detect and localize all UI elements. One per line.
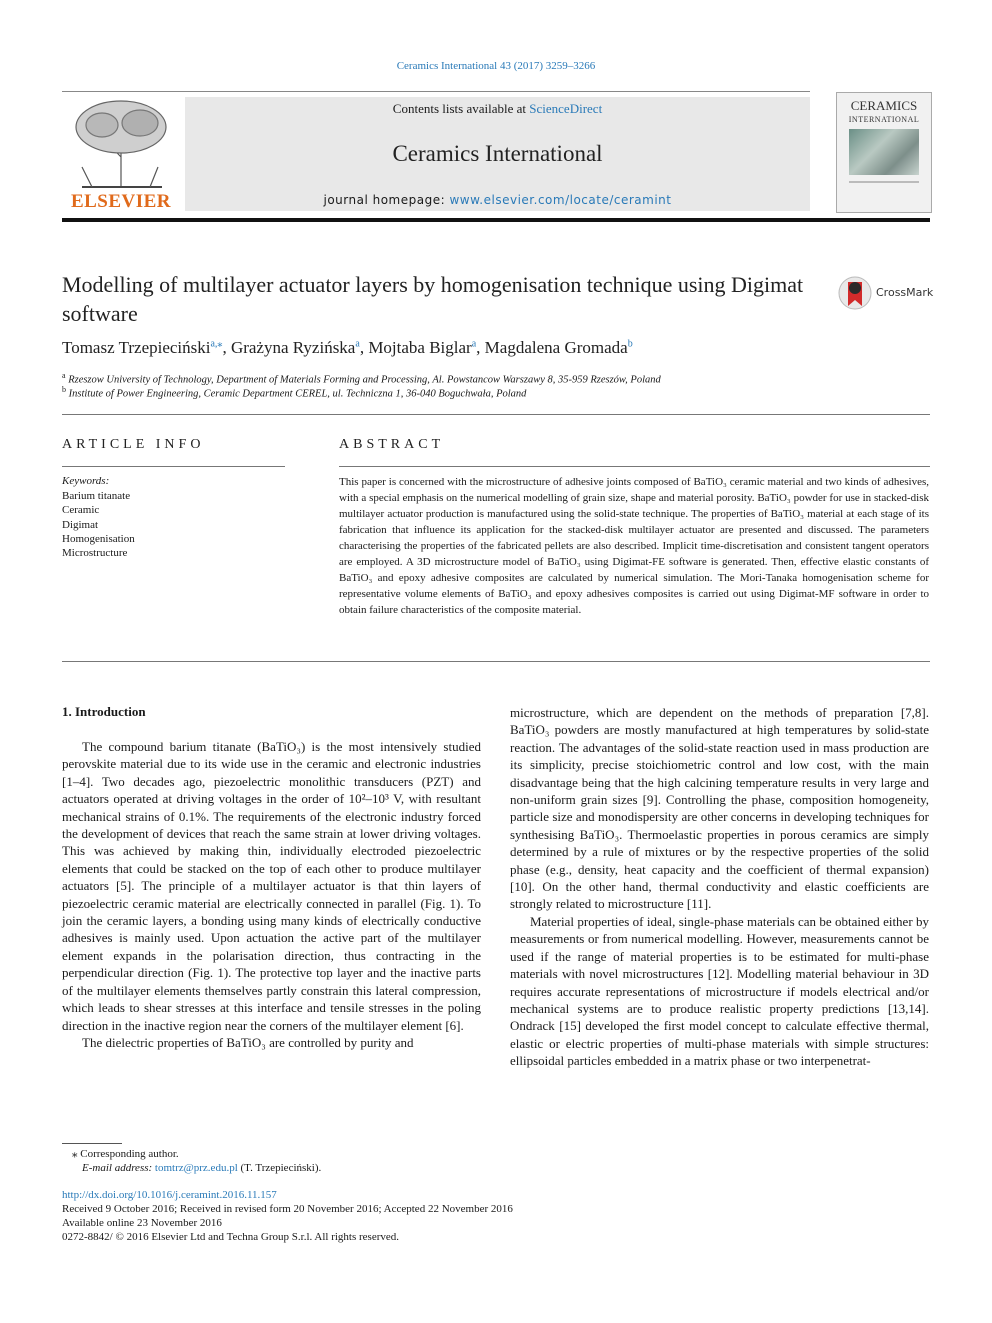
keyword: Ceramic [62, 504, 100, 517]
author-separator: , [359, 338, 369, 357]
online-date: Available online 23 November 2016 [62, 1217, 222, 1229]
header-thick-rule [62, 218, 930, 222]
affiliation-b [62, 385, 526, 400]
affiliation-label: b [62, 385, 66, 394]
author-affil-mark[interactable]: a [471, 338, 477, 350]
affiliation-text: Institute of Power Engineering, Ceramic Department CEREL, ul. Techniczna 1, 36-040 Boguchwała, Poland [68, 388, 527, 400]
contents-availability [185, 101, 810, 117]
body-right-column [510, 704, 929, 1070]
affiliation-a [62, 371, 661, 386]
cover-title-1: CERAMICS [850, 98, 918, 113]
crossmark-badge[interactable] [838, 276, 932, 312]
section-heading: 1. Introduction [62, 704, 146, 719]
copyright-line: 0272-8842/ © 2016 Elsevier Ltd and Techna Group S.r.l. All rights reserved. [62, 1231, 400, 1243]
author-affil-mark[interactable]: a,⁎ [210, 338, 223, 350]
author-affil-mark[interactable]: a [355, 338, 360, 350]
keyword: Homogenisation [62, 532, 135, 545]
email-owner: (T. Trzepieciński). [237, 1162, 322, 1174]
corresponding-author-note: ⁎ Corresponding author. [72, 1148, 179, 1160]
article-info-rule [62, 466, 285, 467]
article-info-heading: ARTICLE INFO [62, 437, 205, 452]
keyword: Microstructure [62, 547, 128, 560]
homepage-link[interactable]: www.elsevier.com/locate/ceramint [449, 193, 672, 207]
sciencedirect-link[interactable]: ScienceDirect [529, 101, 603, 116]
email-label: E-mail address: [82, 1162, 155, 1174]
body-paragraph: The dielectric properties of BaTiO₃ are controlled by purity and [82, 1034, 414, 1050]
journal-title: Ceramics International [392, 141, 603, 166]
doi-link[interactable]: http://dx.doi.org/10.1016/j.ceramint.2016.11.157 [62, 1189, 277, 1201]
received-dates: Received 9 October 2016; Received in revised form 20 November 2016; Accepted 22 November 2016 [62, 1203, 513, 1215]
affiliation-label: a [62, 371, 66, 380]
elsevier-logo[interactable] [62, 97, 180, 211]
author[interactable]: Tomasz Trzepieciński [62, 338, 211, 357]
keyword: Digimat [62, 518, 99, 531]
homepage-prefix: journal homepage: [323, 193, 450, 207]
journal-cover[interactable] [836, 92, 932, 213]
keyword: Barium titanate [62, 490, 131, 502]
header-rule [62, 91, 810, 92]
body-paragraph: The compound barium titanate (BaTiO₃) is the most intensively studied perovskite material due to its wide use in the ceramic and electronic industries [1–4]. Two decades ago, piezoelectric monolithic transducers (PZT) and actuators operated at driving voltages in the order of 10²–10³ V, with resultant mechanical strains of 0.1%. The requirements of the electronic industry forced the development of devices that reach the same strain at lower driving voltages. This was achieved by making thin, individually electroded piezoelectric elements that could be stacked on the top of each other to produce multilayer actuators [5]. The principle of a multilayer actuator is that thin layers of piezoelectric ceramic material are electrically connected in parallel (Fig. 1). To join the ceramic layers, a bonding using many kinds of electrically conductive adhesives is mainly used. Upon actuation the active part of the multilayer element expands in the polarisation direction, thus contracting in the perpendicular direction (Fig. 1). The protective top layer and the inactive parts of the multilayer elements themselves partly constrain this lateral compression, which leads to shear stresses at this interface and tensile stresses in the poling direction in the inactive region near the corners of the multilayer element [6]. [62, 739, 481, 1033]
author-separator: , [222, 338, 231, 357]
journal-citation[interactable]: Ceramics International 43 (2017) 3259–3266 [396, 60, 596, 72]
body-left-column [62, 738, 481, 1051]
author[interactable]: Grażyna Ryzińska [230, 338, 356, 357]
elsevier-wordmark: ELSEVIER [70, 191, 172, 212]
contents-prefix: Contents lists available at [392, 101, 530, 116]
affiliation-text: Rzeszow University of Technology, Department of Materials Forming and Processing, Al. Powstancow Warszawy 8, 35-959 Rzeszów, Poland [68, 374, 661, 386]
abstract-end-rule [62, 661, 930, 662]
keywords-list [62, 489, 135, 560]
crossmark-icon [838, 276, 872, 310]
email-note [82, 1162, 321, 1174]
cover-title-2: INTERNATIONAL [848, 115, 920, 124]
abstract-heading: ABSTRACT [339, 437, 445, 452]
author[interactable]: Magdalena Gromada [484, 338, 628, 357]
section-rule [62, 414, 930, 415]
elsevier-tree-icon [62, 97, 180, 189]
footnote-rule [62, 1143, 122, 1144]
body-paragraph: microstructure, which are dependent on the methods of preparation [7,8]. BaTiO₃ powders are mostly manufactured at high temperatures by solid-state reaction. The advantages of the solid-state reaction used in mass production are its simplicity, precise stoichiometric control and low cost, with the main disadvantage being that the high calcining temperature results in very large and non-uniform grain sizes [9]. Controlling the phase, composition homogeneity, particle size and monodispersity are other concerns in developing techniques for synthesising BaTiO₃. Thermoelastic properties in porous ceramics are simply determined by a rule of mixtures or by the respective properties of the solid phase (e.g., density, heat capacity and the coefficient of thermal expansion) [10]. On the other hand, thermal conductivity and elastic coefficients are strongly related to microstructure [11]. [510, 705, 929, 912]
crossmark-label: CrossMark [876, 286, 934, 299]
body-paragraph: Material properties of ideal, single-phase materials can be obtained either by measurements or from numerical modelling. However, measurements cannot be used if the range of material properties is to be estimated for multi-phase materials with novel microstructures [12]. Modelling material behaviour in 3D requires accurate representations of microstructure if models electrical and/or mechanical systems are to produce realistic property predictions [13,14]. Ondrack [15] developed the first model concept to calculate effective thermal, elastic or electric properties of multi-phase materials with simple structures: ellipsoidal particles embedded in a matrix phase or two interpenetrat- [510, 913, 929, 1069]
article-title: Modelling of multilayer actuator layers by homogenisation technique using Digimat software [62, 272, 804, 326]
abstract-text: This paper is concerned with the microstructure of adhesive joints composed of BaTiO₃ ceramic material and two kinds of adhesives, with a special emphasis on the numerical modelling of grain size, shape and material porosity. BaTiO₃ powder for use in stacked-disk multilayer actuator production is manufactured using the solid-state technique. The properties of BaTiO₃ material at each stage of its fabrication that influence its application for the stacked-disk multilayer actuator are presented and discussed. The parameters characterising the properties of the fabricated pellets are also described. Implicit time-discretisation and consistent tangent operators are employed. A 3D microstructure model of BaTiO₃ using Digimat-FE software is generated. Then, effective elastic constants of BaTiO₃ and epoxy adhesive composites are calculated by numerical simulation. The Mori-Tanaka homogenisation scheme for representative volume elements of BaTiO₃ and epoxy adhesives composites is carried out using Digimat-MF software in order to obtain failure characteristics of the composite material. [339, 476, 929, 616]
abstract-rule [339, 466, 930, 467]
author-separator: , [476, 338, 485, 357]
author[interactable]: Mojtaba Biglar [368, 338, 472, 357]
author-affil-mark[interactable]: b [627, 338, 633, 350]
cover-image [849, 129, 919, 175]
author-list [62, 338, 633, 358]
cover-lines [849, 181, 919, 183]
email-link[interactable]: tomtrz@prz.edu.pl [154, 1162, 238, 1174]
journal-homepage [185, 193, 810, 207]
journal-banner [185, 97, 810, 211]
keywords-label: Keywords: [62, 475, 110, 487]
